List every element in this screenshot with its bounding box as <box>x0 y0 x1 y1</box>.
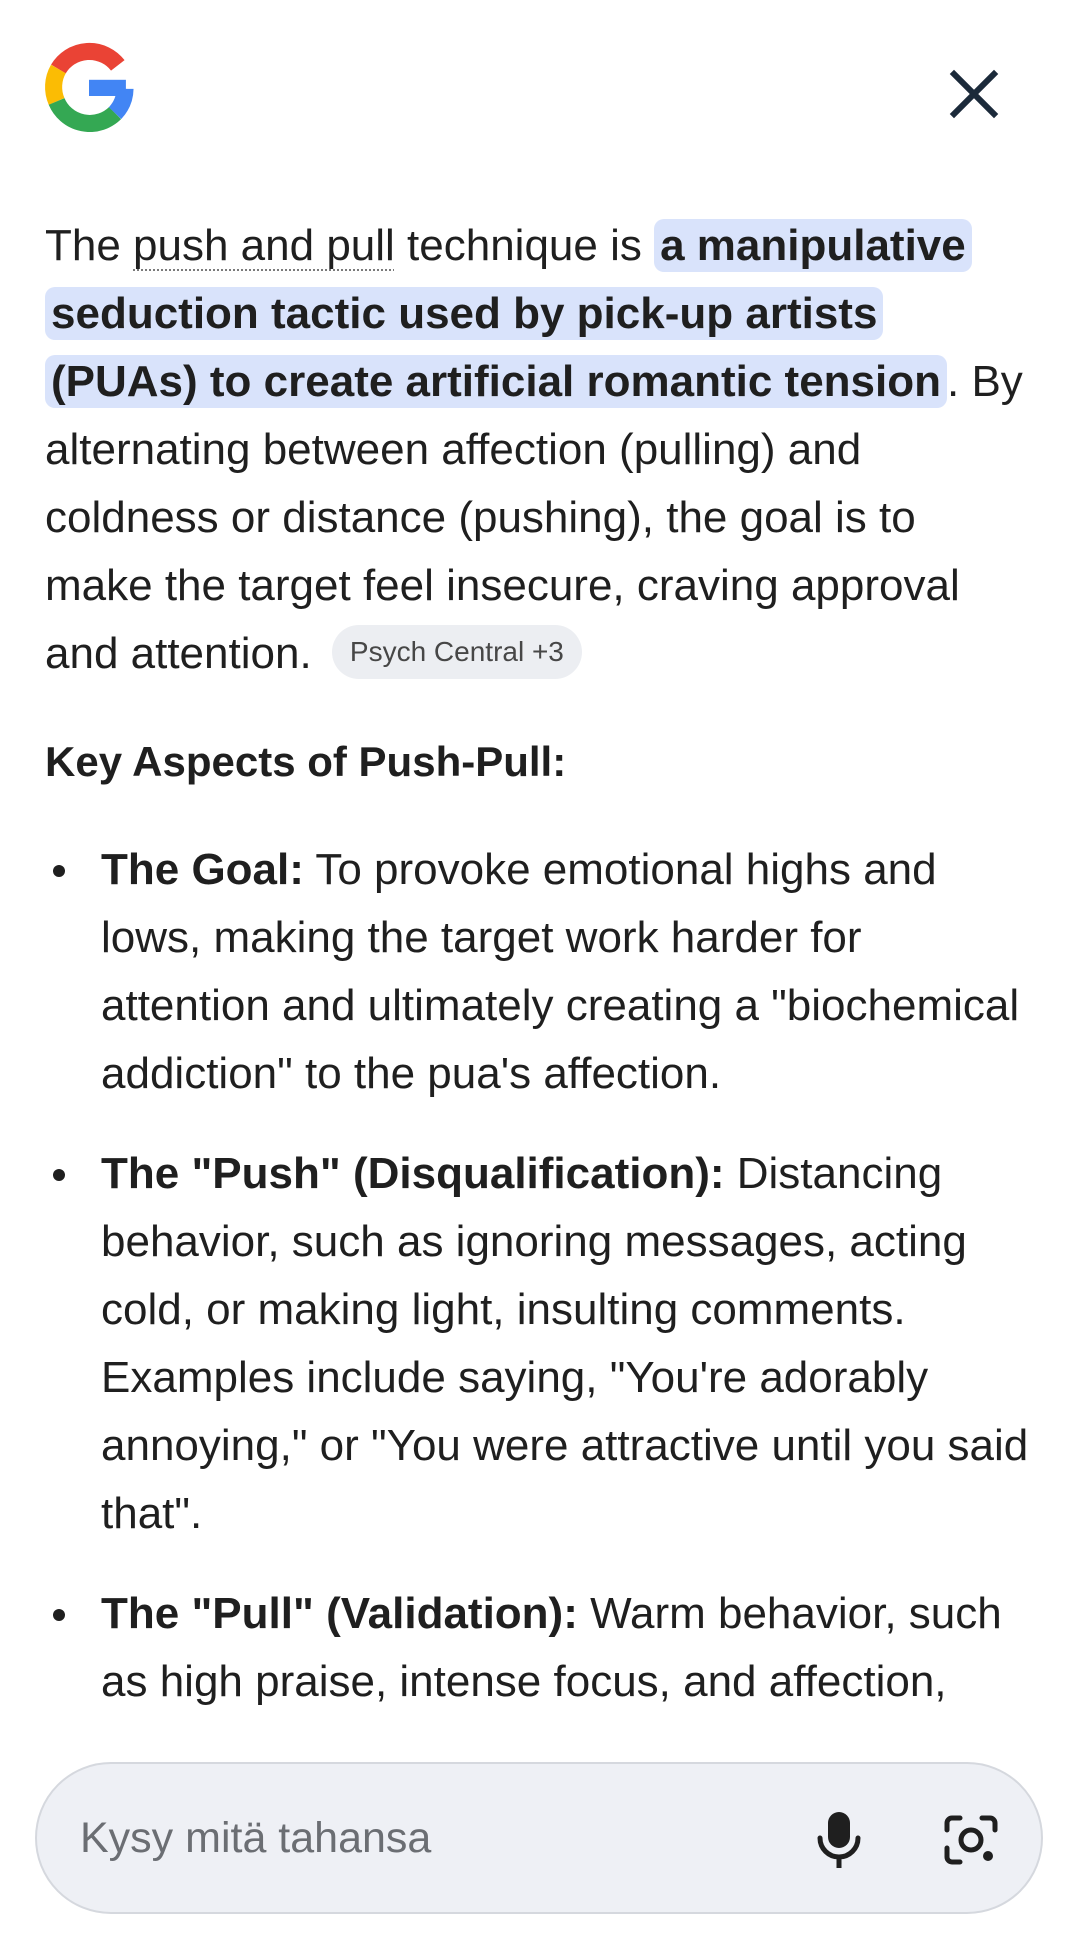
close-icon <box>949 69 999 119</box>
close-button[interactable] <box>936 56 1012 132</box>
bullet-term: The "Pull" (Validation): <box>101 1589 578 1638</box>
header <box>0 0 1080 180</box>
bullet-term: The Goal: <box>101 845 304 894</box>
bullet-text: Distancing behavior, such as ignoring messages, acting cold, or making light, insulting comments. Examples include saying, "You're adorably annoying," or "You were attractive until you said that". <box>101 1149 1029 1538</box>
section-heading: Key Aspects of Push-Pull: <box>45 738 567 785</box>
google-g-icon <box>44 42 134 132</box>
bullet-icon <box>53 865 65 877</box>
list-item <box>45 836 1035 1108</box>
intro-prefix: The <box>45 221 134 270</box>
term-push-and-pull[interactable]: push and pull <box>133 221 395 270</box>
bullet-icon <box>53 1609 65 1621</box>
list-item <box>45 1580 1035 1716</box>
bullet-text: To provoke emotional highs and lows, making the target work harder for attention and ultimately creating a "biochemical addiction" to the pua's affection. <box>101 845 1020 1098</box>
intro-middle: technique is <box>394 221 655 270</box>
search-bar[interactable] <box>35 1762 1043 1914</box>
list-item <box>45 1140 1035 1548</box>
key-aspects-list <box>45 836 1035 1716</box>
microphone-icon <box>815 1810 863 1870</box>
intro-rest: . By alternating between affection (pulling) and coldness or distance (pushing), the goal is to make the target feel insecure, craving approval and attention. <box>45 357 1023 678</box>
search-input[interactable]: Kysy mitä tahansa <box>80 1814 432 1862</box>
bullet-term: The "Push" (Disqualification): <box>101 1149 725 1198</box>
bullet-icon <box>53 1169 65 1181</box>
bullet-text: Warm behavior, such as high praise, intense focus, and affection, <box>101 1589 1002 1706</box>
answer-intro <box>45 212 1035 688</box>
source-chip[interactable]: Psych Central +3 <box>332 625 582 679</box>
camera-lens-icon <box>943 1814 999 1866</box>
voice-search-button[interactable] <box>803 1804 875 1876</box>
highlighted-definition: a manipulative seduction tactic used by pick-up artists (PUAs) to create artificial romantic tension <box>45 219 972 408</box>
lens-search-button[interactable] <box>935 1804 1007 1876</box>
ai-answer <box>45 212 1035 1748</box>
